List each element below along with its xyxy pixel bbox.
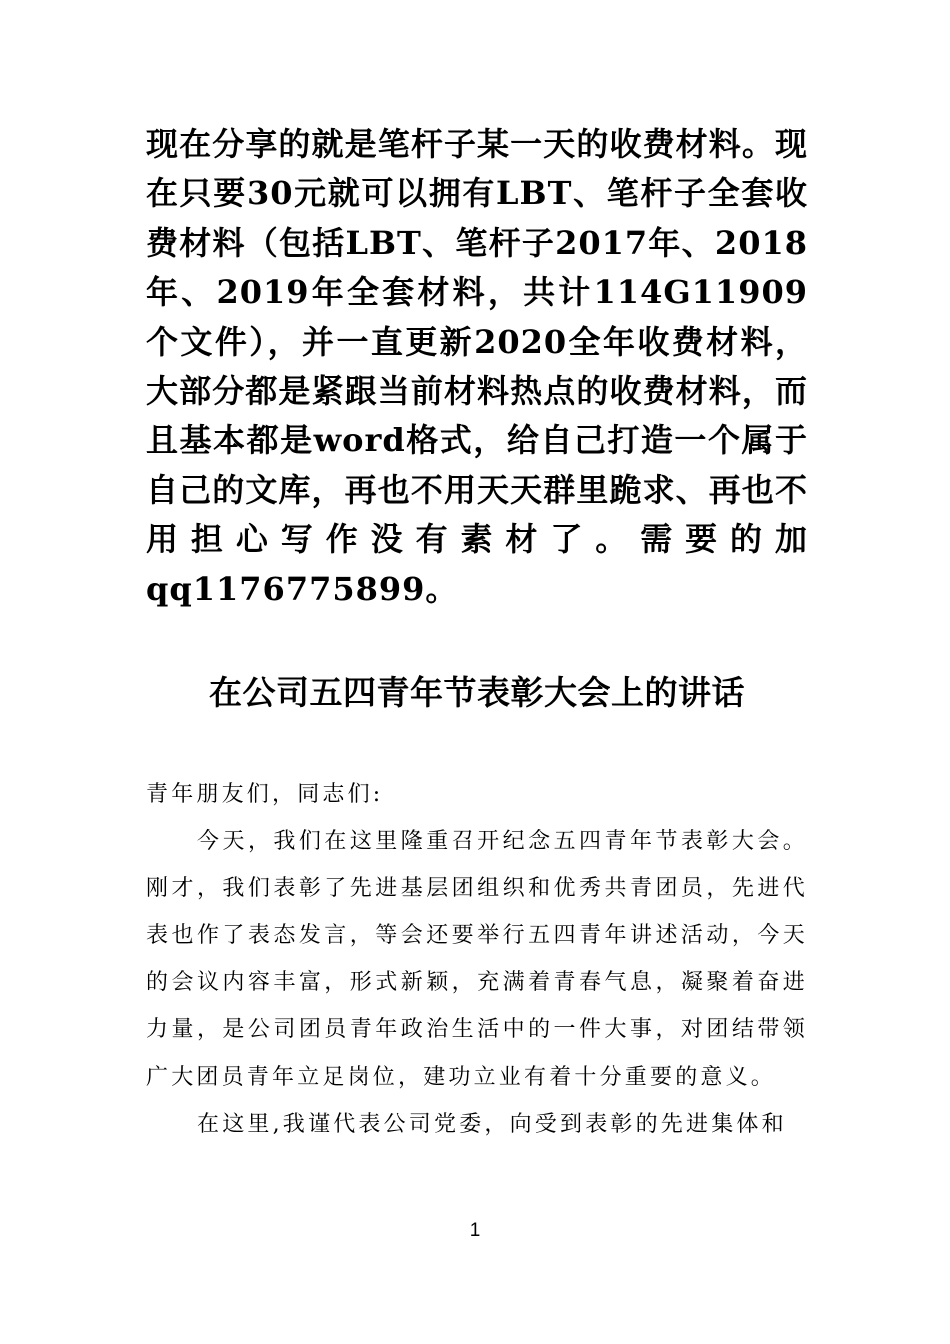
promotional-paragraph: 现在分享的就是笔杆子某一天的收费材料。现在只要30元就可以拥有LBT、笔杆子全套收费材料（包括LBT、笔杆子2017年、2018年、2019年全套材料，共计114G11909个文件），并一直更新2020全年收费材料，大部分都是紧跟当前材料热点的收费材料，而且基本都是word格式，给自己打造一个属于自己的文库，再也不用天天群里跪求、再也不用担心写作没有素材了。需要的加qq1176775899。 [146, 125, 808, 608]
body-paragraph: 今天，我们在这里隆重召开纪念五四青年节表彰大会。刚才，我们表彰了先进基层团组织和优秀共青团员，先进代表也作了表态发言，等会还要举行五四青年讲述活动，今天的会议内容丰富，形式新颖，充满着青春气息，凝聚着奋进力量，是公司团员青年政治生活中的一件大事，对团结带领广大团员青年立足岗位，建功立业有着十分重要的意义。 [146, 829, 808, 1090]
body-paragraph: 在这里,我谨代表公司党委，向受到表彰的先进集体和 [197, 1111, 787, 1137]
speech-title: 在公司五四青年节表彰大会上的讲话 [209, 673, 745, 712]
salutation: 青年朋友们，同志们: [146, 782, 384, 807]
speech-body [146, 771, 808, 1148]
page-number: 1 [469, 1220, 481, 1241]
